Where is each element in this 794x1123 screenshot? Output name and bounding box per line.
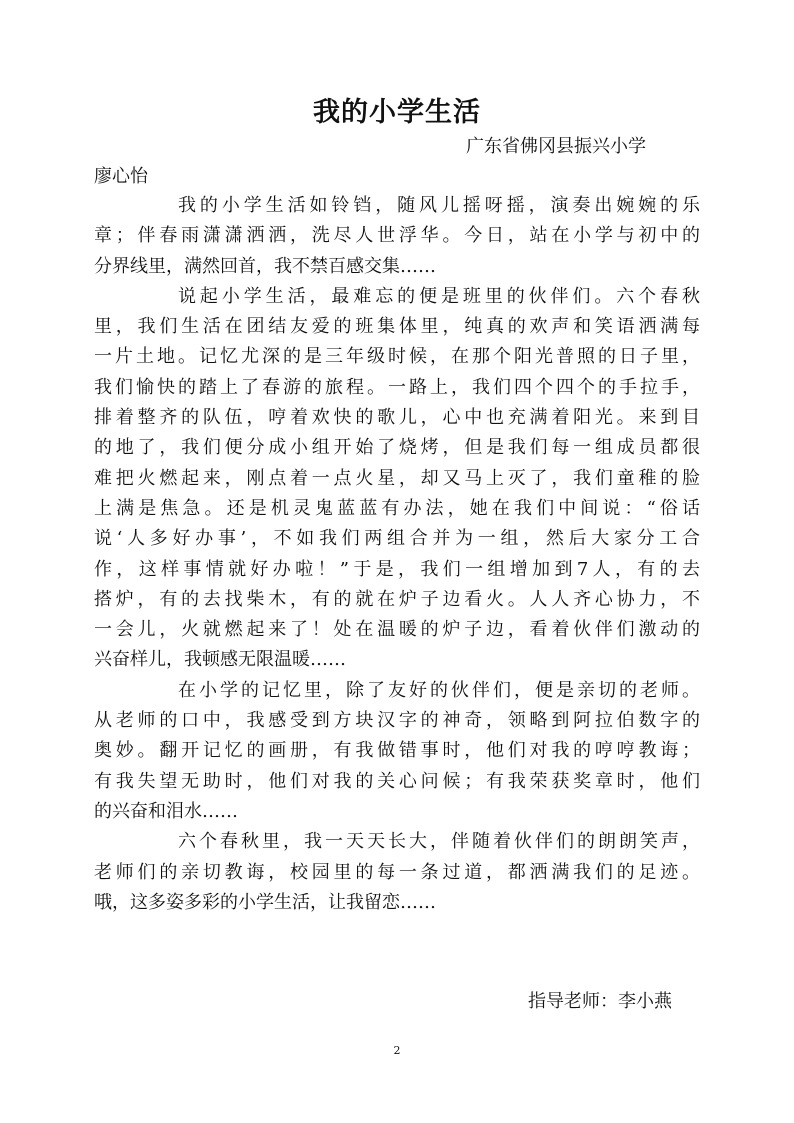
text-line: 说‘人多好办事’，不如我们两组合并为一组，然后大家分工合 <box>94 528 700 550</box>
text-line: 分界线里，满然回首，我不禁百感交集…… <box>94 255 436 277</box>
text-line: 说起小学生活，最难忘的便是班里的伙伴们。六个春秋 <box>178 285 700 307</box>
text-line: 的兴奋和泪水…… <box>94 800 238 822</box>
text-line: 上满是焦急。还是机灵鬼蓝蓝有办法，她在我们中间说：“俗话 <box>94 497 700 519</box>
essay-body <box>94 191 700 918</box>
text-line: 一会儿，火就燃起来了！处在温暖的炉子边，看着伙伴们激动的 <box>94 619 700 641</box>
page-number: 2 <box>393 1044 401 1057</box>
text-line: 奥妙。翻开记忆的画册，有我做错事时，他们对我的哼哼教诲； <box>94 740 700 762</box>
text-line: 一片土地。记忆尤深的是三年级时候，在那个阳光普照的日子里， <box>94 346 700 368</box>
text-line: 哦，这多姿多彩的小学生活，让我留恋…… <box>94 891 436 913</box>
text-line: 兴奋样儿，我顿感无限温暖…… <box>94 649 346 671</box>
text-line: 章；伴春雨潇潇洒洒，洗尽人世浮华。今日，站在小学与初中的 <box>94 225 700 247</box>
text-line: 从老师的口中，我感受到方块汉字的神奇，领略到阿拉伯数字的 <box>94 710 700 732</box>
document-title: 我的小学生活 <box>313 97 481 128</box>
text-line: 作，这样事情就好办啦！”于是，我们一组增加到7人，有的去 <box>94 558 700 580</box>
text-line: 搭炉，有的去找柴木，有的就在炉子边看火。人人齐心协力，不 <box>94 588 700 610</box>
teacher-credit: 指导老师：李小燕 <box>528 991 672 1012</box>
author-name: 廖心怡 <box>94 166 148 187</box>
text-line: 排着整齐的队伍，哼着欢快的歌儿，心中也充满着阳光。来到目 <box>94 407 700 429</box>
text-line: 有我失望无助时，他们对我的关心问候；有我荣获奖章时，他们 <box>94 770 700 792</box>
text-line: 我们愉快的踏上了春游的旅程。一路上，我们四个四个的手拉手， <box>94 376 700 398</box>
school-name: 广东省佛冈县振兴小学 <box>466 136 646 157</box>
text-line: 六个春秋里，我一天天长大，伴随着伙伴们的朗朗笑声， <box>178 831 700 853</box>
text-line: 老师们的亲切教诲，校园里的每一条过道，都洒满我们的足迹。 <box>94 861 700 883</box>
text-line: 我的小学生活如铃铛，随风儿摇呀摇，演奏出婉婉的乐 <box>178 195 700 216</box>
text-line: 难把火燃起来，刚点着一点火星，却又马上灭了，我们童稚的脸 <box>94 467 700 489</box>
text-line: 在小学的记忆里，除了友好的伙伴们，便是亲切的老师。 <box>178 679 700 701</box>
text-line: 的地了，我们便分成小组开始了烧烤，但是我们每一组成员都很 <box>94 437 700 459</box>
text-line: 里，我们生活在团结友爱的班集体里，纯真的欢声和笑语洒满每 <box>94 316 700 338</box>
